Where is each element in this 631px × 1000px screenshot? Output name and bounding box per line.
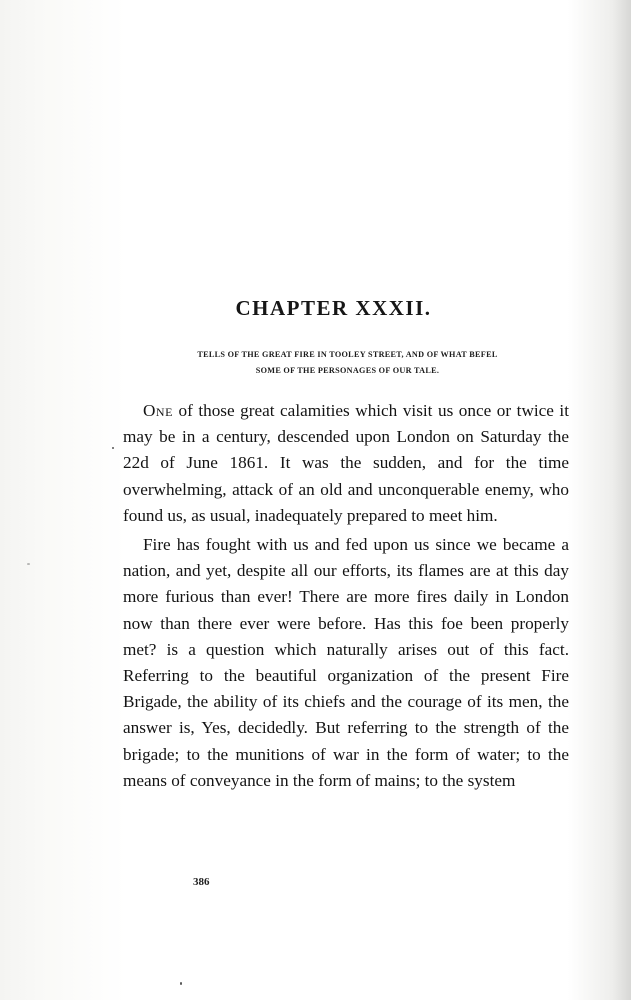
paragraph-1 [123,398,569,529]
page-number: 386 [193,876,210,888]
paragraph-1-text: of those great calamities which visit us once or twice it may be in a century, descended upon London on Saturday the 22d of June 1861. It was the sudden, and for the time overwhelming, attack of an old and unconquerable enemy, who found us, as usual, inadequately prepared to meet him. [123,401,569,525]
paragraph-1-lead: One [143,401,173,420]
print-speck [180,982,182,985]
print-speck [27,563,30,565]
print-speck [112,447,114,449]
paragraph-2 [123,532,569,794]
chapter-synopsis [125,347,570,379]
bleed-through-text [120,96,570,304]
paragraph-2-text: Fire has fought with us and fed upon us since we became a nation, and yet, despite all our efforts, its flames are at this day more furious than ever! There are more fires daily in London now than there ever were before. Has this foe been properly met? is a question which naturally arises out of this fact. Referring to the beautiful organization of the present Fire Brigade, the ability of its chiefs and the courage of its men, the answer is, Yes, decidedly. But referring to the strength of the brigade; to the munitions of war in the form of water; to the means of conveyance in the form of mains; to the system [123,535,569,790]
chapter-title: CHAPTER XXXII. [235,296,432,320]
synopsis-line-2: SOME OF THE PERSONAGES OF OUR TALE. [255,366,440,375]
chapter-body [123,398,569,794]
synopsis-line-1: TELLS OF THE GREAT FIRE IN TOOLEY STREET, AND OF WHAT BEFEL [197,350,498,359]
